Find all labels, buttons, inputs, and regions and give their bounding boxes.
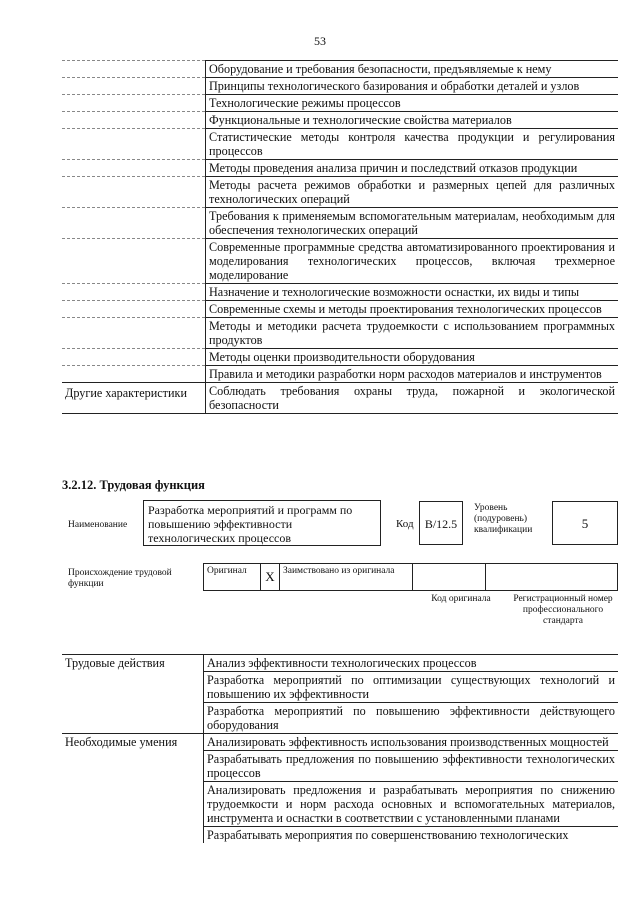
code-original-caption: Код оригинала bbox=[431, 594, 491, 604]
labor-action-item: Анализ эффективности технологических процессов bbox=[204, 655, 619, 672]
table-row bbox=[62, 177, 618, 208]
knowledge-item: Технологические режимы процессов bbox=[206, 95, 619, 112]
knowledge-item: Методы расчета режимов обработки и размерных цепей для различных технологических операций bbox=[206, 177, 619, 208]
skill-item: Разрабатывать предложения по повышению эффективности технологических процессов bbox=[204, 751, 619, 782]
table-row bbox=[62, 95, 618, 112]
other-characteristics-text: Соблюдать требования охраны труда, пожарной и экологической безопасности bbox=[206, 383, 619, 414]
table-row bbox=[62, 827, 618, 844]
knowledge-item: Требования к применяемым вспомогательным материалам, необходимым для обеспечения технологических операций bbox=[206, 208, 619, 239]
table-row bbox=[62, 672, 618, 703]
page-number: 53 bbox=[314, 34, 326, 48]
table-row bbox=[62, 782, 618, 827]
labor-action-item: Разработка мероприятий по повышению эффективности действующего оборудования bbox=[204, 703, 619, 734]
table-row bbox=[62, 284, 618, 301]
skill-item: Анализировать предложения и разрабатывать мероприятия по снижению трудоемкости и норм расхода основных и вспомогательных материалов, инструмента и оснастки в соответствии с установленными планами bbox=[204, 782, 619, 827]
knowledge-item: Правила и методики разработки норм расходов материалов и инструментов bbox=[206, 366, 619, 383]
section-title: 3.2.12. Трудовая функция bbox=[62, 478, 205, 492]
table-row bbox=[62, 61, 618, 78]
table-row bbox=[62, 160, 618, 177]
labor-action-item: Разработка мероприятий по оптимизации существующих технологий и повышению их эффективности bbox=[204, 672, 619, 703]
table-row bbox=[204, 564, 618, 591]
knowledge-item: Принципы технологического базирования и обработки деталей и узлов bbox=[206, 78, 619, 95]
table-row bbox=[62, 383, 618, 414]
table-row bbox=[62, 301, 618, 318]
table-row bbox=[62, 751, 618, 782]
code-label: Код bbox=[396, 518, 414, 530]
level-box: 5 bbox=[552, 501, 618, 545]
knowledge-item: Функциональные и технологические свойства материалов bbox=[206, 112, 619, 129]
borrowed-cell: Заимствовано из оригинала bbox=[280, 564, 413, 591]
table-row bbox=[62, 318, 618, 349]
table-row bbox=[62, 703, 618, 734]
knowledge-item: Назначение и технологические возможности оснастки, их виды и типы bbox=[206, 284, 619, 301]
skills-label: Необходимые умения bbox=[62, 734, 204, 751]
table-row bbox=[62, 734, 618, 751]
level-label: Уровень (подуровень) квалификации bbox=[474, 503, 533, 535]
name-label: Наименование bbox=[68, 520, 128, 530]
function-name-box: Разработка мероприятий и программ по повышению эффективности технологических процессов bbox=[143, 500, 381, 546]
table-row bbox=[62, 349, 618, 366]
code-box: B/12.5 bbox=[419, 501, 463, 545]
knowledge-item: Методы проведения анализа причин и последствий отказов продукции bbox=[206, 160, 619, 177]
other-characteristics-label: Другие характеристики bbox=[62, 383, 206, 414]
labor-actions-label: Трудовые действия bbox=[62, 655, 204, 672]
knowledge-table bbox=[62, 60, 618, 414]
table-row bbox=[62, 366, 618, 383]
table-row bbox=[62, 129, 618, 160]
code-original-cell bbox=[413, 564, 486, 591]
table-row bbox=[62, 78, 618, 95]
knowledge-item: Статистические методы контроля качества продукции и регулирования процессов bbox=[206, 129, 619, 160]
knowledge-item: Современные схемы и методы проектирования технологических процессов bbox=[206, 301, 619, 318]
origin-table bbox=[203, 563, 618, 591]
knowledge-item: Методы и методики расчета трудоемкости с использованием программных продуктов bbox=[206, 318, 619, 349]
table-row bbox=[62, 239, 618, 284]
knowledge-item: Оборудование и требования безопасности, предъявляемые к нему bbox=[206, 61, 619, 78]
table-row bbox=[62, 112, 618, 129]
original-cell: Оригинал bbox=[204, 564, 261, 591]
reg-number-caption: Регистрационный номер профессионального стандарта bbox=[513, 594, 613, 626]
table-row bbox=[62, 208, 618, 239]
skill-item: Разрабатывать мероприятия по совершенствованию технологических bbox=[204, 827, 619, 844]
origin-label: Происхождение трудовой функции bbox=[68, 568, 172, 589]
skill-item: Анализировать эффективность использования производственных мощностей bbox=[204, 734, 619, 751]
knowledge-item: Методы оценки производительности оборудования bbox=[206, 349, 619, 366]
labor-table bbox=[62, 654, 618, 843]
table-row bbox=[62, 655, 618, 672]
reg-number-cell bbox=[486, 564, 618, 591]
original-mark: X bbox=[261, 564, 280, 591]
knowledge-item: Современные программные средства автоматизированного проектирования и моделирования технологических процессов, включая трехмерное моделирование bbox=[206, 239, 619, 284]
